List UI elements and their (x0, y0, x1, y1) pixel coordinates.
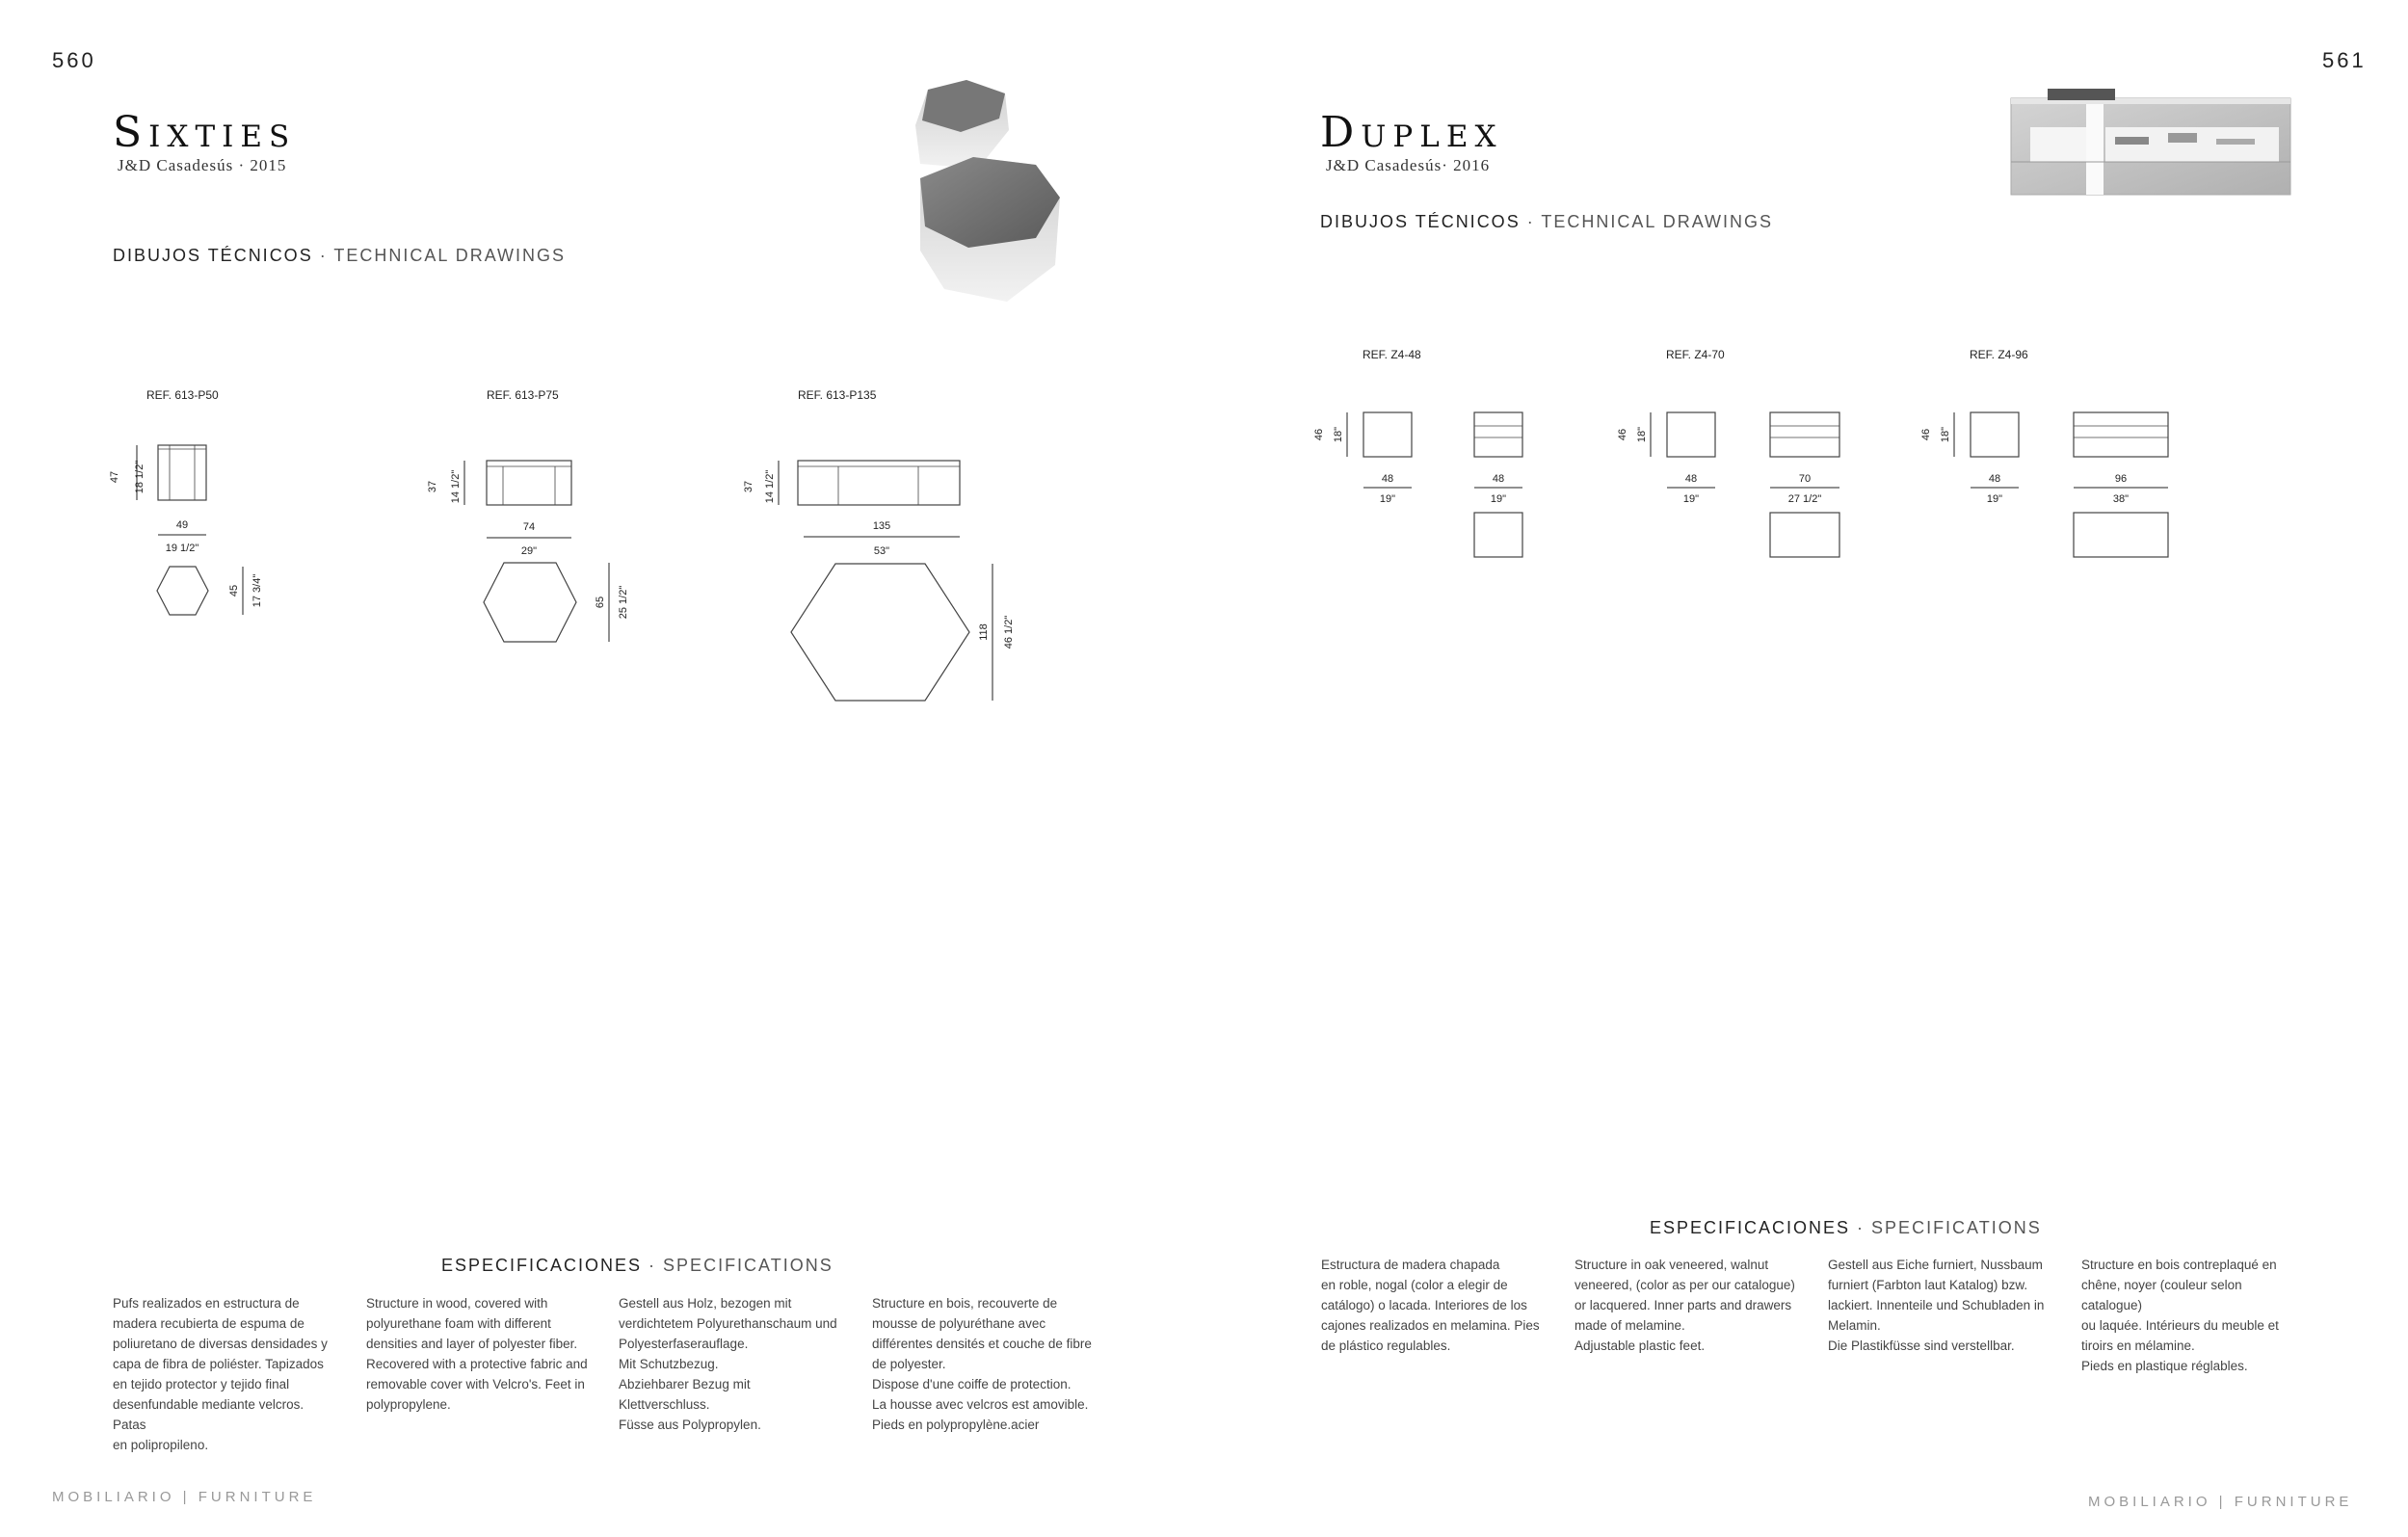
ref-label-z4-96: REF. Z4-96 (1970, 348, 2028, 361)
depth-in: 46 1/2" (1003, 615, 1015, 649)
duplex-product-image (2009, 89, 2293, 204)
depth-in: 19" (1379, 493, 1396, 505)
heading-sub: TECHNICAL DRAWINGS (1541, 212, 1774, 231)
ref-label-p75: REF. 613-P75 (487, 388, 559, 402)
depth-cm: 118 (978, 623, 990, 641)
plan-hexagon (484, 563, 576, 642)
heading-sub: SPECIFICATIONS (663, 1256, 834, 1275)
product-designer-sixties: J&D Casadesús · 2015 (118, 156, 287, 174)
specifications-heading-left (441, 1256, 834, 1276)
depth-cm: 45 (228, 584, 240, 597)
depth-in: 19" (1682, 493, 1700, 505)
side-view (1363, 412, 1412, 457)
elevation-outline (798, 461, 960, 505)
heading-main: DIBUJOS TÉCNICOS (113, 246, 313, 265)
spec-text-de: Gestell aus Holz, bezogen mit verdichtetem Polyurethanschaum und Polyesterfaserauflage. Mit Schutzbezug. Abziehbarer Bezug mit Klettverschluss. Füsse aus Polypropylen. (619, 1296, 837, 1432)
spec-text-es: Estructura de madera chapada en roble, nogal (color a elegir de catálogo) o lacada. Interiores de los cajones realizados en melamina. Pies de plástico regulables. (1321, 1258, 1540, 1353)
depth-cm: 48 (1988, 473, 2001, 485)
elevation-outline (487, 461, 571, 505)
side-view (1971, 412, 2019, 457)
product-designer-duplex: J&D Casadesús· 2016 (1326, 156, 1491, 174)
heading-sep: · (312, 246, 334, 265)
height-cm: 37 (427, 480, 438, 493)
heading-sep: · (1850, 1218, 1872, 1237)
top-view (2074, 513, 2168, 557)
height-in: 18" (1636, 426, 1648, 443)
height-in: 14 1/2" (764, 469, 776, 504)
top-view (1770, 513, 1839, 557)
spec-text-en: Structure in oak veneered, walnut veneered, (color as per our catalogue) or lacquered. Inner parts and drawers made of melamine. Adjustable plastic feet. (1574, 1258, 1795, 1353)
footer-left: MOBILIARIO | FURNITURE (52, 1489, 317, 1505)
drawing-p135 (732, 443, 1021, 713)
height-cm: 46 (1920, 428, 1932, 441)
width-in: 19 1/2" (165, 543, 199, 554)
drawing-z4-48 (1301, 405, 1551, 569)
heading-main: DIBUJOS TÉCNICOS (1320, 212, 1521, 231)
drawing-p50 (96, 434, 279, 626)
height-cm: 46 (1617, 428, 1628, 441)
width-cm: 70 (1798, 473, 1812, 485)
product-title-duplex: Duplex (1320, 108, 1503, 157)
front-view (1474, 412, 1522, 457)
product-title-sixties: Sixties (113, 108, 297, 157)
spec-text-es: Pufs realizados en estructura de madera recubierta de espuma de poliuretano de diversas densidades y capa de fibra de poliéster. Tapizados en tejido protector y tejido final desenfundable mediante velcros. Patas en polipropileno. (113, 1296, 328, 1452)
heading-main: ESPECIFICACIONES (441, 1256, 643, 1275)
ref-label-z4-48: REF. Z4-48 (1363, 348, 1421, 361)
spec-text-fr: Structure en bois contreplaqué en chêne, noyer (couleur selon catalogue) ou laquée. Intérieurs du meuble et tiroirs en mélamine. Pieds en plastique réglables. (2081, 1258, 2279, 1373)
spec-text-en: Structure in wood, covered with polyurethane foam with different densities and layer of polyester fiber. Recovered with a protective fabric and removable cover with Velcro's. Feet in polypropylene. (366, 1296, 588, 1412)
height-in: 18" (1940, 426, 1951, 443)
ref-label-z4-70: REF. Z4-70 (1666, 348, 1725, 361)
heading-sep: · (1520, 212, 1542, 231)
side-view (1667, 412, 1715, 457)
depth-cm: 48 (1381, 473, 1394, 485)
front-view (1770, 412, 1839, 457)
width-cm: 49 (175, 519, 189, 531)
technical-drawings-heading-right (1320, 212, 1773, 232)
spec-text-de: Gestell aus Eiche furniert, Nussbaum furniert (Farbton laut Katalog) bzw. lackiert. Innenteile und Schubladen in Melamin. Die Plastikfüsse sind verstellbar. (1828, 1258, 2045, 1353)
heading-sub: TECHNICAL DRAWINGS (333, 246, 567, 265)
height-in: 18 1/2" (134, 460, 146, 494)
width-cm: 96 (2114, 473, 2128, 485)
height-cm: 47 (109, 470, 120, 484)
plan-hexagon (157, 567, 208, 615)
heading-sep: · (642, 1256, 664, 1275)
heading-sub: SPECIFICATIONS (1871, 1218, 2042, 1237)
width-cm: 48 (1492, 473, 1505, 485)
front-view (2074, 412, 2168, 457)
drawing-p75 (414, 443, 636, 655)
specifications-heading-right (1650, 1218, 2042, 1238)
height-in: 14 1/2" (450, 469, 462, 504)
plan-hexagon (791, 564, 969, 701)
technical-drawings-heading-left (113, 246, 566, 266)
ref-label-p135: REF. 613-P135 (798, 388, 877, 402)
width-in: 38" (2112, 493, 2130, 505)
ref-label-p50: REF. 613-P50 (146, 388, 219, 402)
depth-in: 25 1/2" (618, 585, 629, 620)
height-in: 18" (1333, 426, 1344, 443)
height-cm: 37 (743, 480, 754, 493)
width-cm: 135 (872, 520, 891, 532)
height-cm: 46 (1313, 428, 1325, 441)
footer-right: MOBILIARIO | FURNITURE (2088, 1494, 2353, 1510)
spec-text-fr: Structure en bois, recouverte de mousse de polyuréthane avec différentes densités et couche de fibre de polyester. Dispose d'une coiffe de protection. La housse avec velcros est amovible. Pieds en polypropylène.acier (872, 1296, 1092, 1432)
drawing-z4-96 (1908, 405, 2178, 569)
depth-in: 17 3/4" (251, 573, 263, 608)
width-in: 27 1/2" (1787, 493, 1822, 505)
width-in: 19" (1490, 493, 1507, 505)
depth-in: 19" (1986, 493, 2003, 505)
depth-cm: 65 (595, 596, 606, 609)
page-number-right: 561 (2322, 48, 2367, 72)
width-cm: 74 (522, 521, 536, 533)
sixties-product-image (901, 72, 1098, 308)
width-in: 53" (873, 545, 890, 557)
elevation-outline (158, 445, 206, 500)
width-in: 29" (520, 545, 538, 557)
heading-main: ESPECIFICACIONES (1650, 1218, 1851, 1237)
depth-cm: 48 (1684, 473, 1698, 485)
page-number-left: 560 (52, 48, 96, 72)
top-view (1474, 513, 1522, 557)
drawing-z4-70 (1604, 405, 1855, 569)
